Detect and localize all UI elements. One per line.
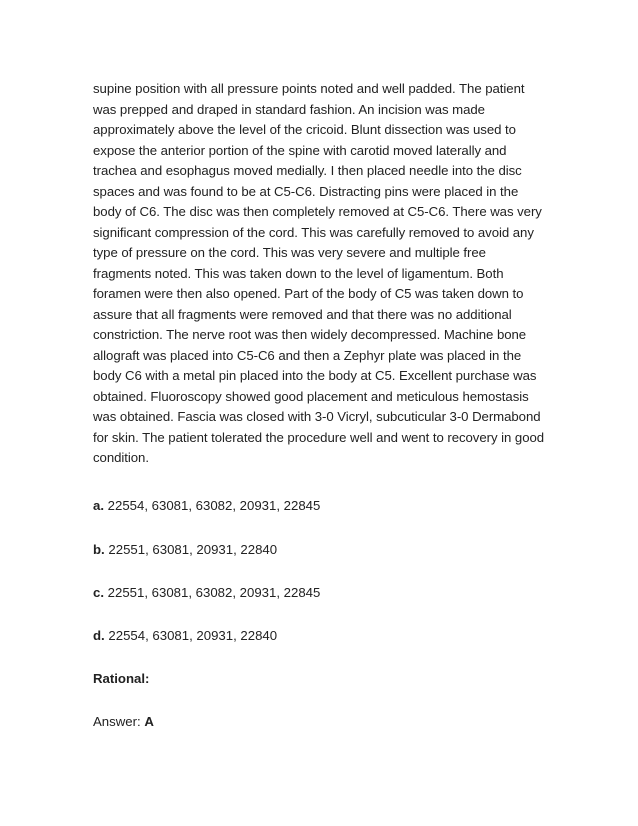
passage-line: body of C6. The disc was then completely removed at C5-C6. There was very	[93, 204, 542, 219]
passage-line: supine position with all pressure points noted and well padded. The patient	[93, 81, 525, 96]
passage-line: trachea and esophagus moved medially. I then placed needle into the disc	[93, 163, 522, 178]
passage-line: was obtained. Fascia was closed with 3-0 Vicryl, subcuticular 3-0 Dermabond	[93, 409, 541, 424]
answer-option-a	[93, 496, 320, 516]
passage-line: approximately above the level of the cricoid. Blunt dissection was used to	[93, 122, 516, 137]
option-letter: d.	[93, 628, 105, 643]
answer-line	[93, 712, 154, 732]
passage-line: expose the anterior portion of the spine with carotid moved laterally and	[93, 142, 507, 158]
option-codes: 22554, 63081, 63082, 20931, 22845	[104, 498, 321, 513]
passage-line: spaces and was found to be at C5-C6. Distracting pins were placed in the	[93, 183, 519, 199]
passage-line: constriction. The nerve root was then widely decompressed. Machine bone	[93, 327, 527, 342]
option-letter: b.	[93, 542, 105, 557]
passage-line: condition.	[93, 450, 149, 465]
passage-line: for skin. The patient tolerated the procedure well and went to recovery in good	[93, 429, 545, 445]
passage-line: assure that all fragments were removed and that there was no additional	[93, 306, 512, 322]
answer-option-b	[93, 540, 277, 560]
answer-label: Answer:	[93, 714, 145, 729]
answer-option-d	[93, 626, 277, 646]
passage-line: obtained. Fluoroscopy showed good placement and meticulous hemostasis	[93, 388, 529, 404]
answer-option-c	[93, 583, 320, 603]
answer-value: A	[144, 714, 154, 729]
passage-line: was prepped and draped in standard fashion. An incision was made	[93, 101, 485, 117]
passage-line: significant compression of the cord. This was carefully removed to avoid any	[93, 224, 534, 240]
option-letter: a.	[93, 498, 104, 513]
option-letter: c.	[93, 585, 104, 600]
operative-report-passage	[93, 79, 553, 469]
option-codes: 22551, 63081, 20931, 22840	[104, 542, 278, 557]
rationale-heading: Rational:	[93, 671, 150, 686]
passage-line: fragments noted. This was taken down to the level of ligamentum. Both	[93, 265, 504, 281]
option-codes: 22554, 63081, 20931, 22840	[104, 628, 278, 643]
passage-line: body C6 with a metal pin placed into the body at C5. Excellent purchase was	[93, 368, 537, 383]
passage-line: foramen were then also opened. Part of the body of C5 was taken down to	[93, 286, 524, 301]
passage-line: allograft was placed into C5-C6 and then a Zephyr plate was placed in the	[93, 347, 522, 363]
passage-line: type of pressure on the cord. This was very severe and multiple free	[93, 245, 486, 260]
option-codes: 22551, 63081, 63082, 20931, 22845	[104, 585, 321, 600]
